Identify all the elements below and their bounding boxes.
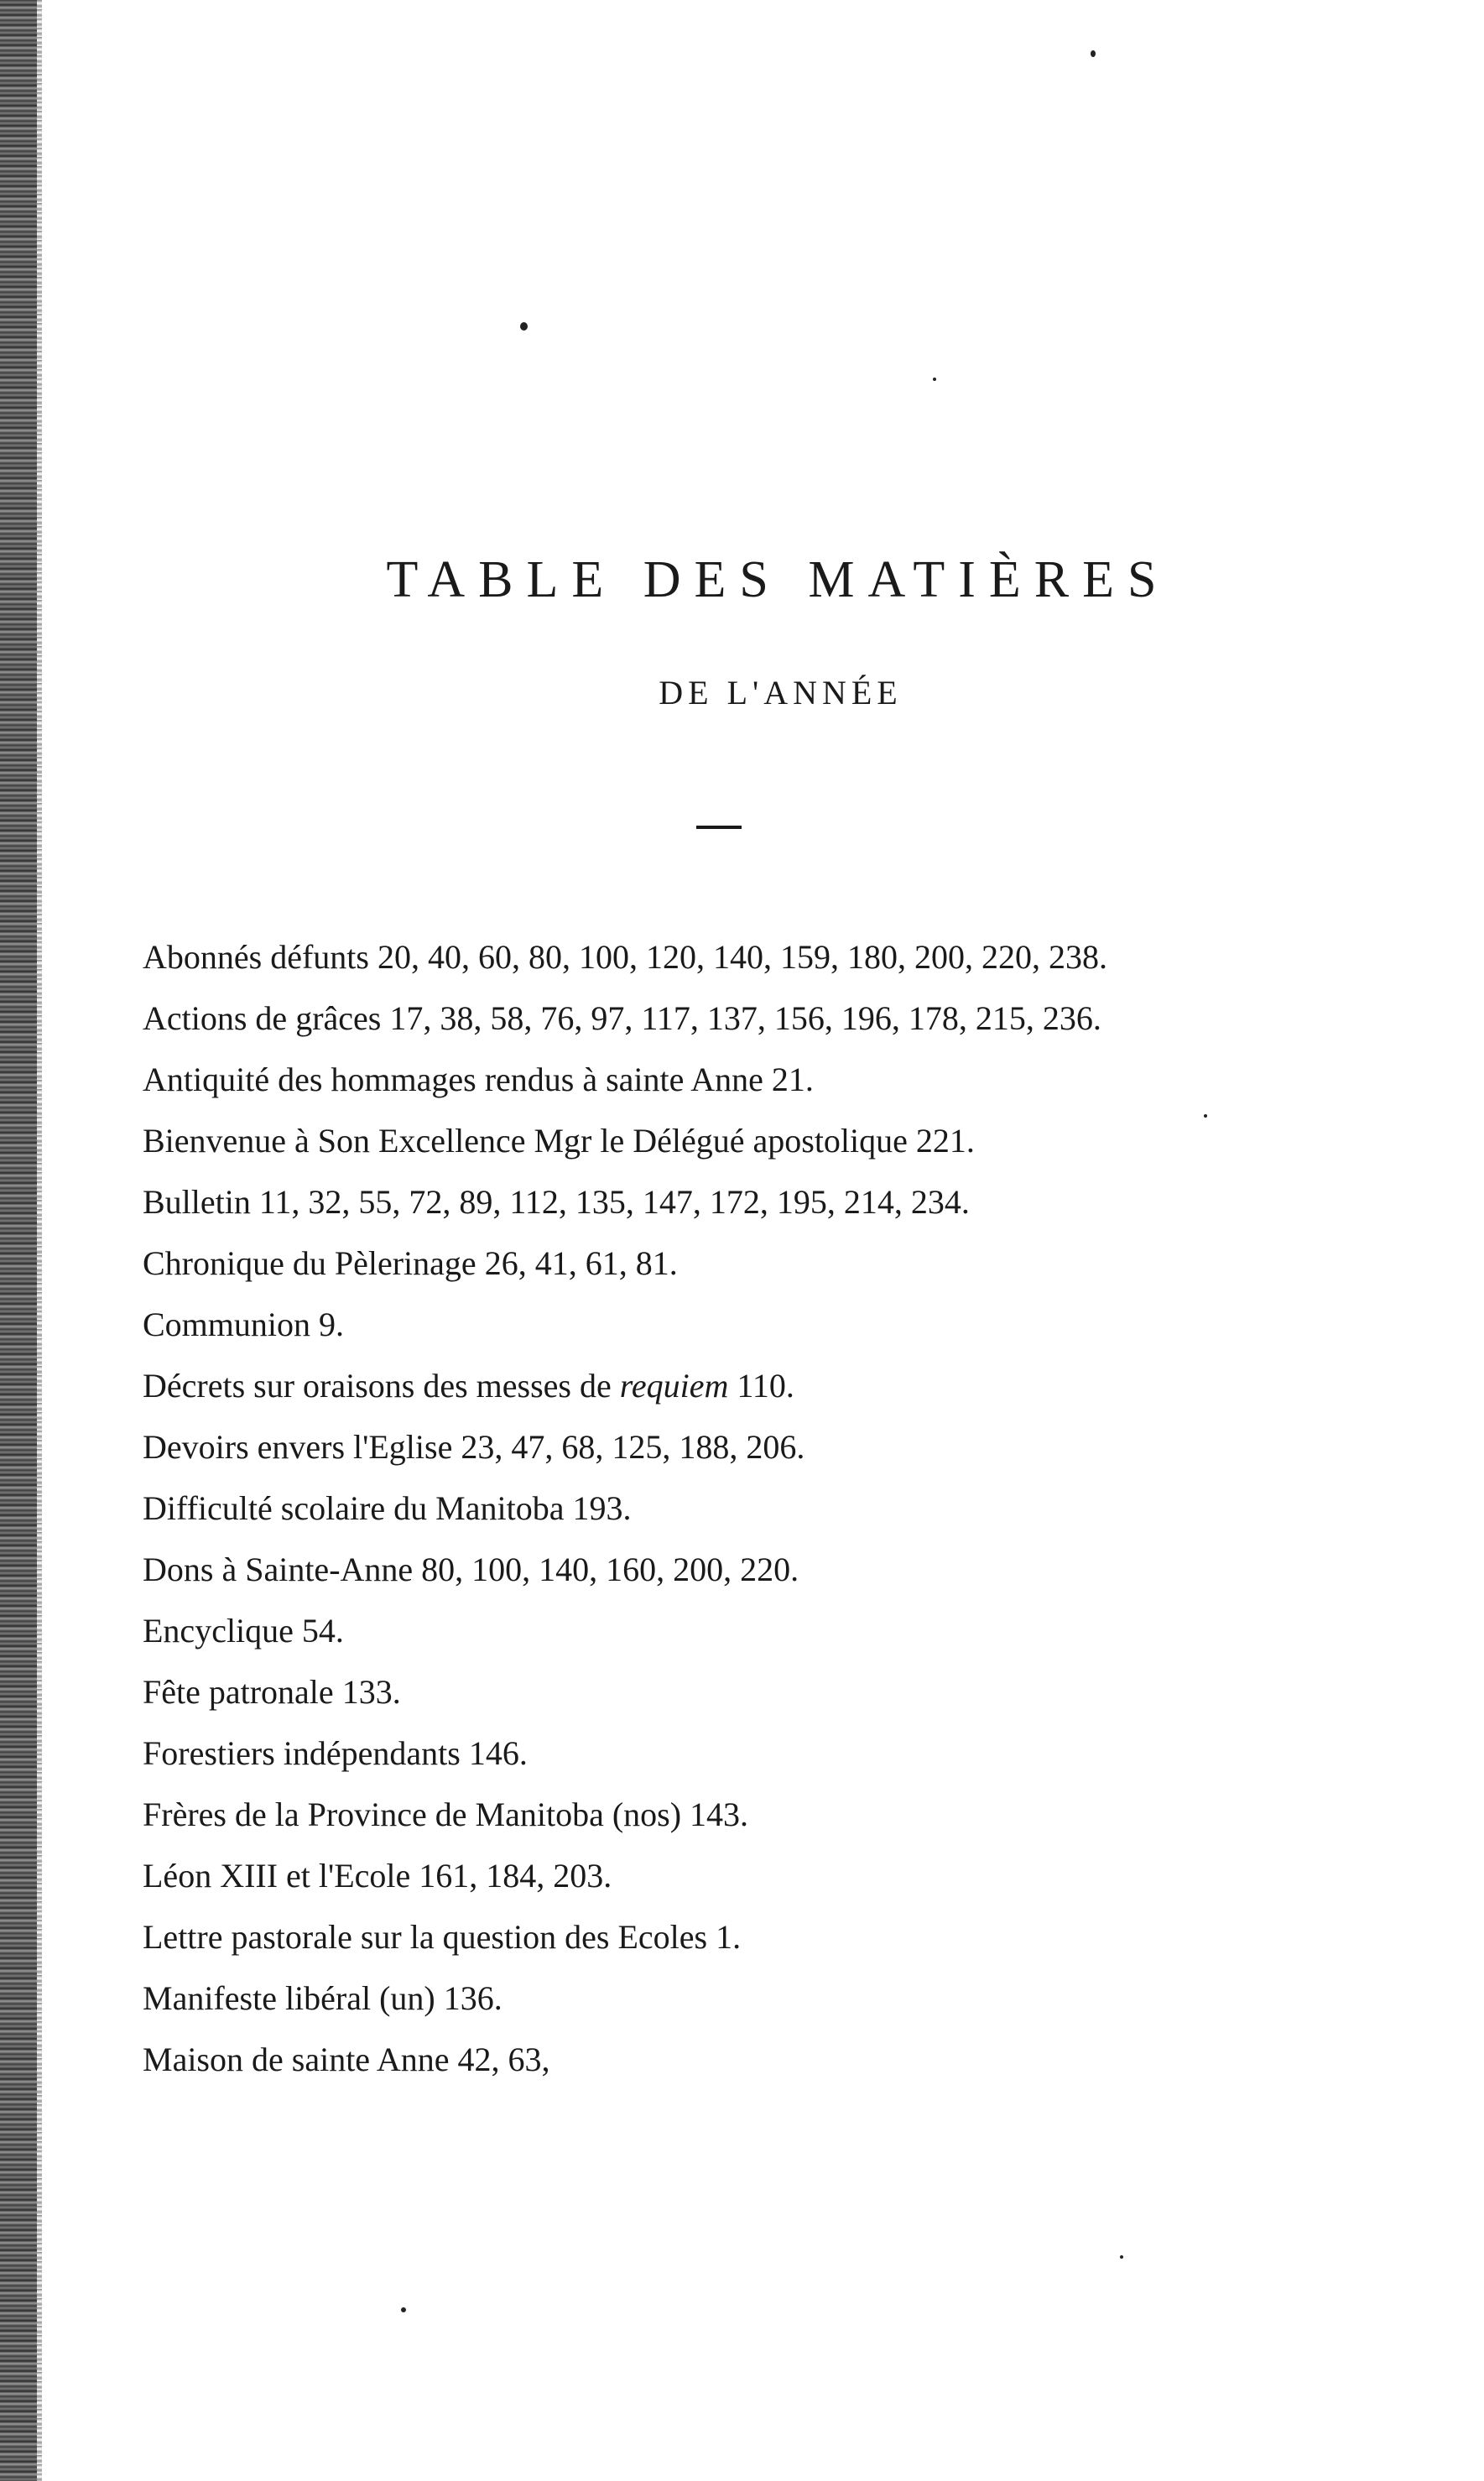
entry-pages: 136.: [443, 1979, 502, 2017]
ink-speck: [401, 2307, 406, 2312]
entry-pages: 42, 63,: [457, 2041, 550, 2078]
entry-pages: 9.: [319, 1306, 345, 1343]
entry-topic: Léon XIII et l'Ecole: [143, 1857, 411, 1895]
index-entry: [143, 1906, 1334, 1968]
entry-pages: 1.: [716, 1918, 742, 1956]
index-entry: [143, 988, 1334, 1049]
page-title: TABLE DES MATIÈRES: [386, 550, 1170, 608]
entry-topic: Dons à Sainte-Anne: [143, 1551, 414, 1588]
entry-pages: 110.: [737, 1367, 794, 1405]
entry-pages: 11, 32, 55, 72, 89, 112, 135, 147, 172, 195, 214, 234.: [258, 1183, 970, 1221]
entry-topic: Maison de sainte Anne: [143, 2041, 450, 2078]
entry-topic: Décrets sur oraisons des messes de: [143, 1367, 612, 1405]
index-entry: [143, 1478, 1334, 1539]
index-entry: [143, 1416, 1334, 1478]
entry-pages: 80, 100, 140, 160, 200, 220.: [421, 1551, 799, 1588]
index-entry: [143, 1600, 1334, 1661]
entry-pages: 21.: [771, 1061, 814, 1098]
index-entry: [143, 1539, 1334, 1600]
page-subtitle: DE L'ANNÉE: [659, 674, 903, 711]
entry-topic: Abonnés défunts: [143, 938, 369, 976]
title-rule: [696, 826, 742, 829]
entry-pages: 146.: [468, 1734, 528, 1772]
entry-topic: Devoirs envers l'Eglise: [143, 1428, 453, 1466]
index-entry: [143, 1723, 1334, 1784]
ink-speck: [520, 322, 528, 331]
entry-topic: Fête patronale: [143, 1673, 334, 1711]
index-entry: [143, 1171, 1334, 1233]
entry-topic: Chronique du Pèlerinage: [143, 1244, 476, 1282]
entry-topic: Actions de grâces: [143, 999, 382, 1037]
entry-topic: Forestiers indépendants: [143, 1734, 461, 1772]
index-entry: [143, 1233, 1334, 1294]
index-entry: [143, 1784, 1334, 1845]
entry-topic: Frères de la Province de Manitoba (nos): [143, 1796, 682, 1833]
index-entry: [143, 1110, 1334, 1171]
index-entries: [143, 926, 1334, 2090]
entry-pages: 54.: [301, 1612, 344, 1650]
ink-speck: [933, 378, 936, 381]
entry-topic: Lettre pastorale sur la question des Ecoles: [143, 1918, 708, 1956]
entry-pages: 133.: [341, 1673, 401, 1711]
entry-pages: 26, 41, 61, 81.: [484, 1244, 678, 1282]
ink-speck: [1120, 2255, 1123, 2259]
entry-pages: 161, 184, 203.: [419, 1857, 612, 1895]
page-binding-edge: [0, 0, 37, 2481]
index-entry: [143, 2029, 1334, 2090]
index-entry: [143, 1355, 1334, 1416]
index-entry: [143, 1661, 1334, 1723]
index-entry: [143, 1845, 1334, 1906]
ink-speck: [1091, 50, 1096, 57]
entry-topic: Antiquité des hommages rendus à sainte Anne: [143, 1061, 763, 1098]
entry-topic: Difficulté scolaire du Manitoba: [143, 1489, 565, 1527]
entry-topic: Bulletin: [143, 1183, 251, 1221]
entry-topic: Encyclique: [143, 1612, 294, 1650]
entry-pages: 20, 40, 60, 80, 100, 120, 140, 159, 180, 200, 220, 238.: [377, 938, 1107, 976]
entry-topic-italic: requiem: [619, 1367, 729, 1405]
entry-topic: Bienvenue à Son Excellence Mgr le Délégué apostolique: [143, 1122, 908, 1160]
entry-pages: 143.: [690, 1796, 749, 1833]
entry-pages: 17, 38, 58, 76, 97, 117, 137, 156, 196, 178, 215, 236.: [389, 999, 1101, 1037]
entry-pages: 193.: [572, 1489, 632, 1527]
entry-pages: 221.: [915, 1122, 975, 1160]
entry-pages: 23, 47, 68, 125, 188, 206.: [461, 1428, 805, 1466]
index-entry: [143, 926, 1334, 988]
entry-topic: Communion: [143, 1306, 311, 1343]
index-entry: [143, 1968, 1334, 2029]
entry-topic: Manifeste libéral (un): [143, 1979, 435, 2017]
index-entry: [143, 1294, 1334, 1355]
index-entry: [143, 1049, 1334, 1110]
